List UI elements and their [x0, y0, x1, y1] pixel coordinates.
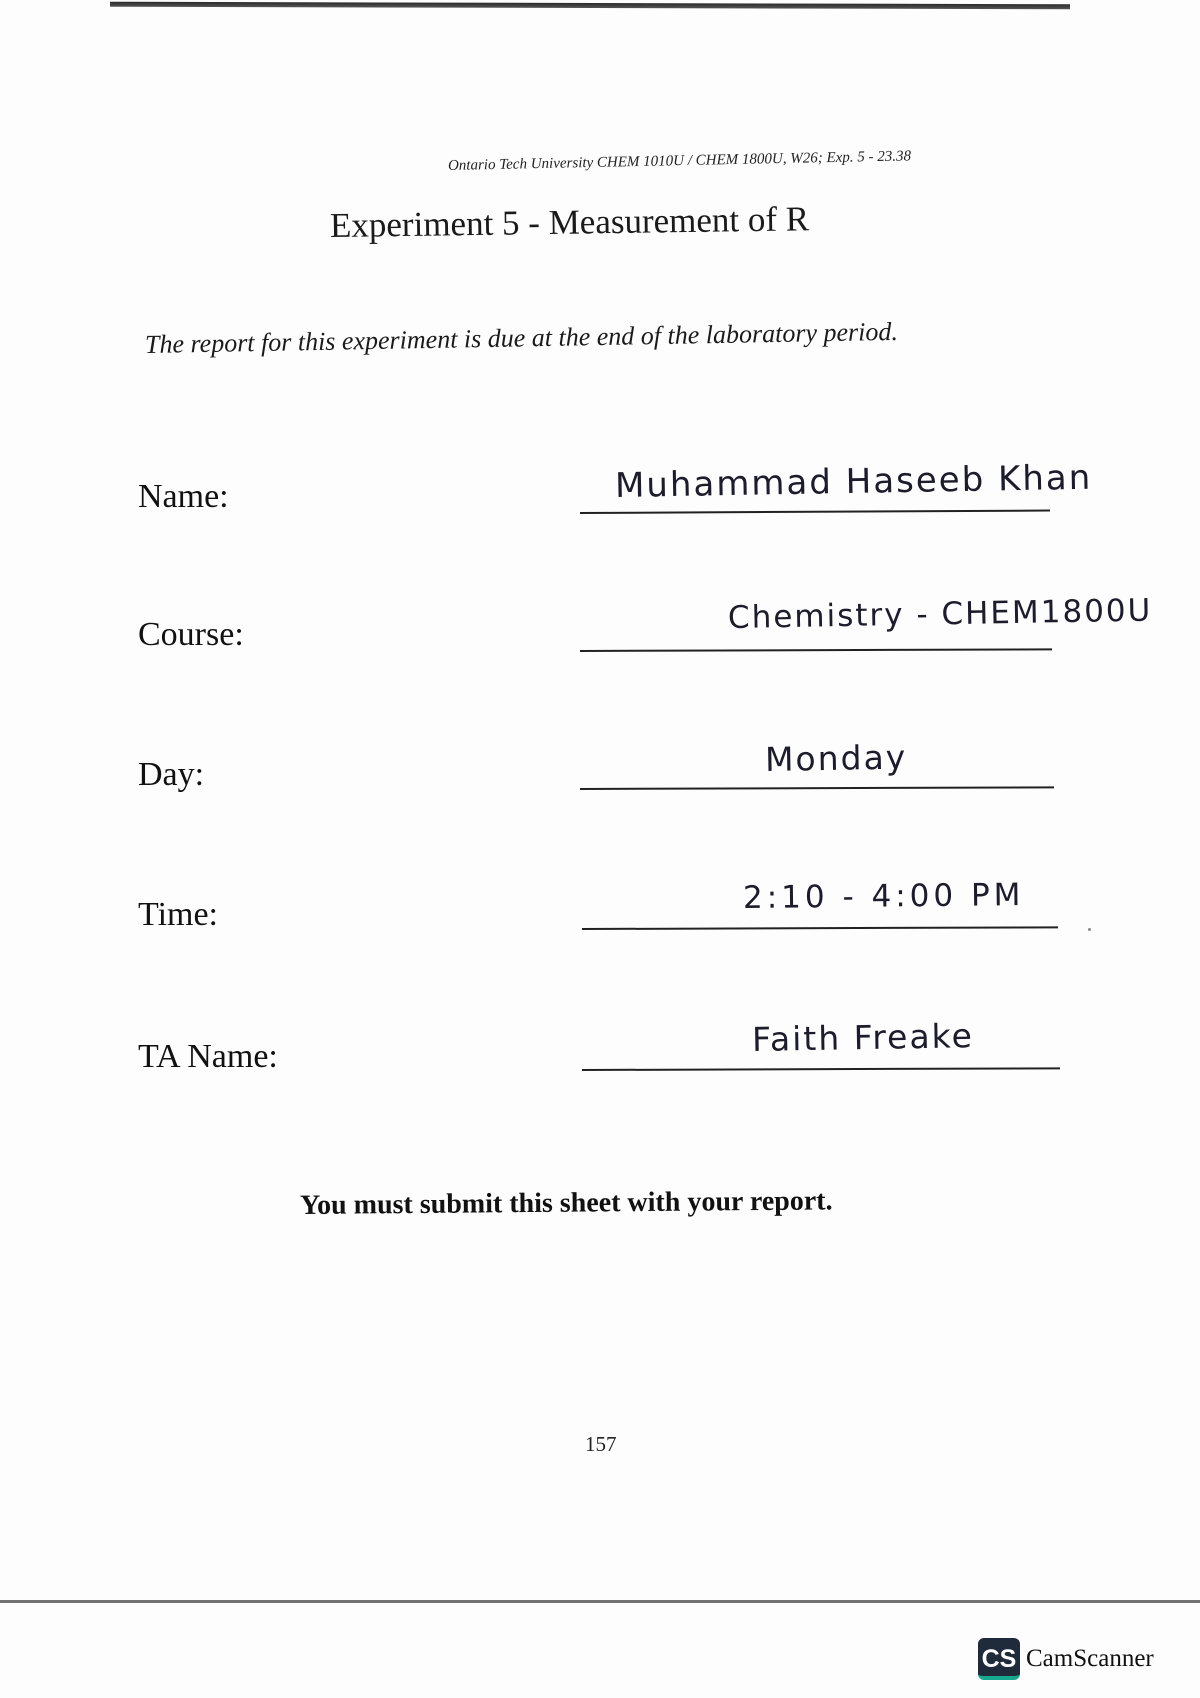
name-line	[580, 510, 1050, 514]
name-value: Muhammad Haseeb Khan	[614, 457, 1093, 506]
course-line	[580, 648, 1052, 652]
ta-name-line	[582, 1067, 1060, 1071]
camscanner-text: CamScanner	[1026, 1645, 1154, 1672]
day-line	[580, 786, 1054, 790]
day-label: Day:	[138, 756, 205, 793]
camscanner-logo-icon: CS	[978, 1638, 1020, 1680]
time-value: 2:10 - 4:00 PM	[742, 877, 1025, 916]
submit-note: You must submit this sheet with your report.	[299, 1185, 833, 1221]
course-reference: Ontario Tech University CHEM 1010U / CHEM 1800U, W26; Exp. 5 - 23.38	[447, 148, 912, 174]
time-line	[582, 926, 1058, 930]
top-scan-edge	[110, 2, 1070, 10]
bottom-scan-edge	[0, 1600, 1200, 1603]
course-label: Course:	[138, 616, 244, 653]
ta-name-value: Faith Freake	[751, 1016, 975, 1059]
ta-name-label: TA Name:	[138, 1038, 278, 1075]
time-label: Time:	[138, 896, 219, 933]
day-value: Monday	[764, 737, 908, 779]
camscanner-watermark	[978, 1638, 1154, 1680]
due-notice: The report for this experiment is due at the end of the laboratory period.	[144, 316, 899, 359]
course-value: Chemistry - CHEM1800U	[727, 592, 1153, 636]
page-number: 157	[585, 1432, 617, 1456]
scan-speck	[1088, 928, 1091, 931]
name-label: Name:	[138, 478, 229, 515]
page-title: Experiment 5 - Measurement of R	[329, 199, 810, 245]
